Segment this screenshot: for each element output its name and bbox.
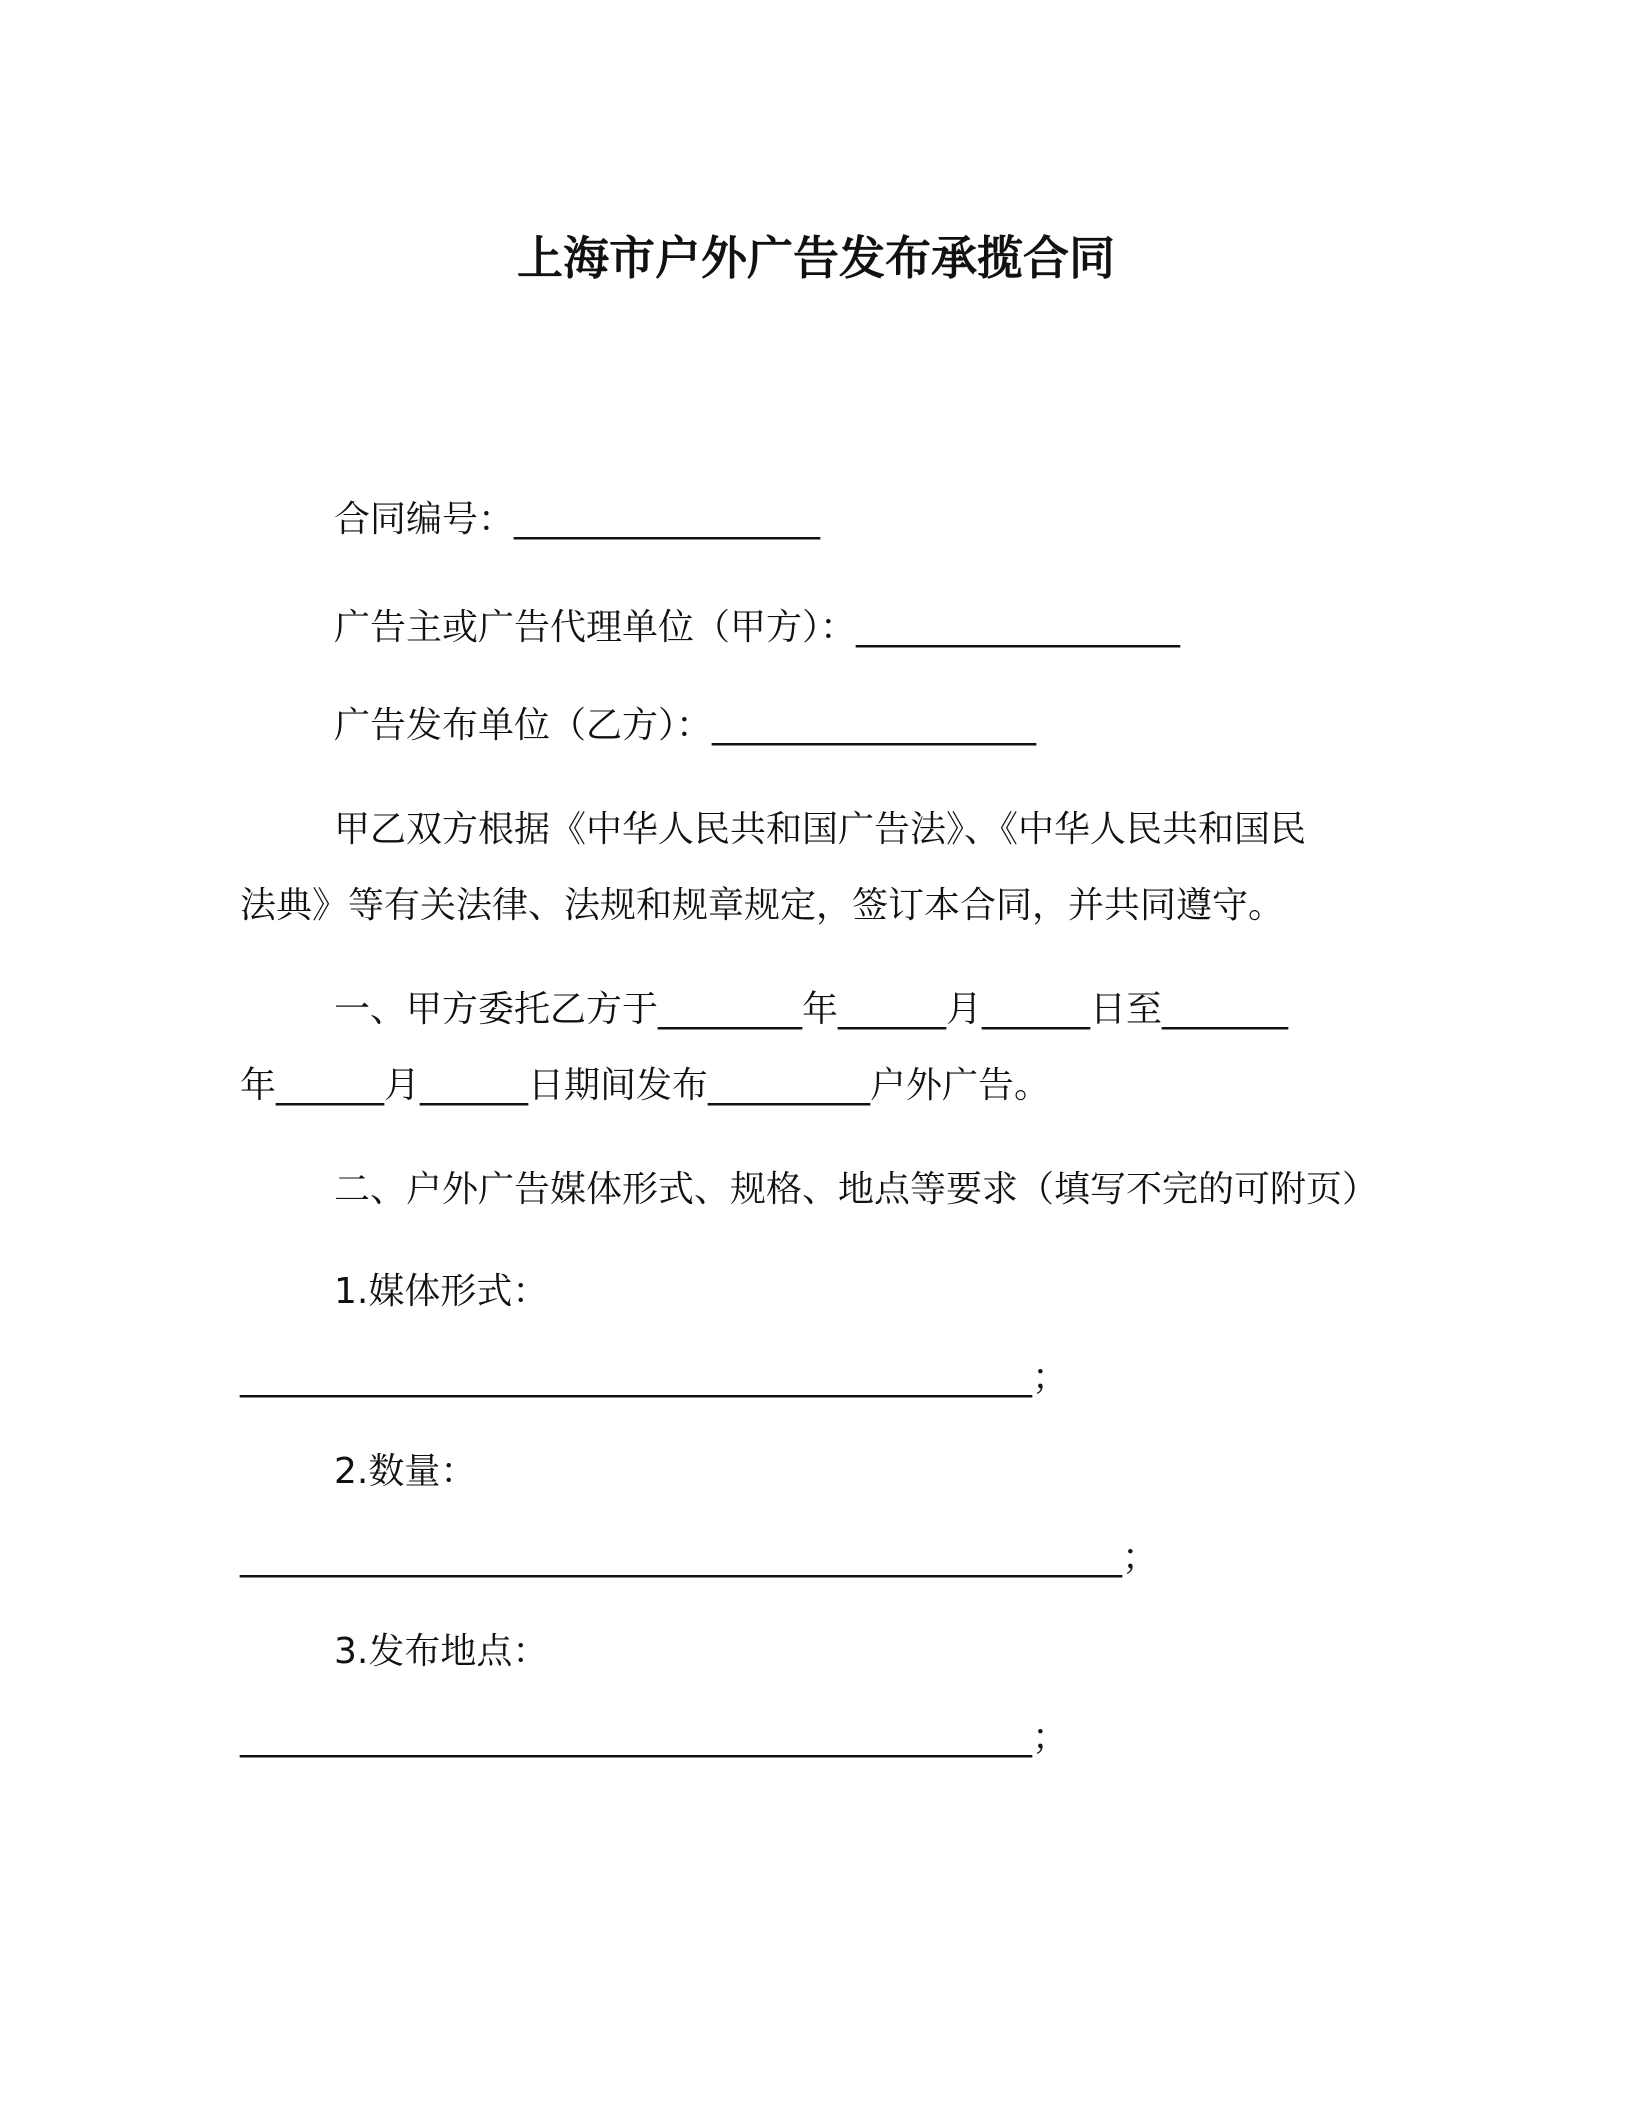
item-2-blank: _________________________________________________； [240, 1537, 1158, 1578]
item-2-label: 2.数量： [334, 1451, 477, 1492]
contract-number-field: 合同编号：_________________ [334, 499, 821, 540]
clause-1-line-1: 一、甲方委托乙方于________年______月______日至_______ [334, 989, 1289, 1030]
preamble-line-1: 甲乙双方根据《中华人民共和国广告法》、《中华人民共和国民 [334, 809, 1307, 850]
item-3-label: 3.发布地点： [334, 1631, 549, 1672]
item-3-blank: ____________________________________________； [240, 1717, 1068, 1758]
party-a-field: 广告主或广告代理单位（甲方）：__________________ [334, 607, 1181, 648]
clause-2-heading: 二、户外广告媒体形式、规格、地点等要求（填写不完的可附页） [334, 1169, 1379, 1210]
document-title: 上海市户外广告发布承揽合同 [517, 231, 1115, 285]
clause-1-line-2: 年______月______日期间发布_________户外广告。 [240, 1065, 1051, 1106]
item-1-blank: ____________________________________________； [240, 1357, 1068, 1398]
party-b-field: 广告发布单位（乙方）：__________________ [334, 705, 1037, 746]
preamble-line-2: 法典》等有关法律、法规和规章规定，签订本合同，并共同遵守。 [240, 885, 1285, 926]
item-1-label: 1.媒体形式： [334, 1271, 549, 1312]
